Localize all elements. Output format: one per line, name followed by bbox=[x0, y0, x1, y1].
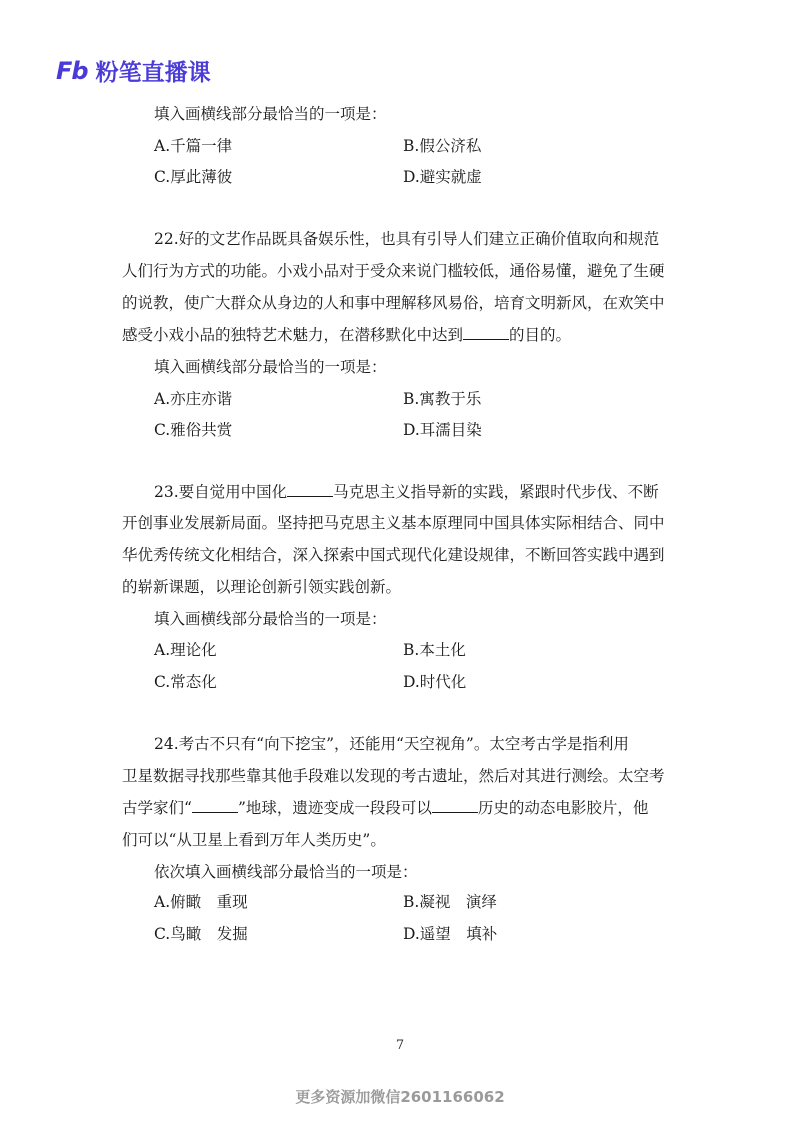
fill-blank bbox=[287, 482, 333, 497]
question-text-line bbox=[122, 325, 571, 345]
fill-blank bbox=[463, 325, 509, 340]
option-a: A.亦庄亦谐 bbox=[154, 390, 233, 408]
option-d: D.耳濡目染 bbox=[403, 421, 482, 439]
text-segment: ”地球，遗迹变成一段段可以 bbox=[237, 799, 432, 817]
option-a: A.俯瞰 重现 bbox=[154, 893, 248, 911]
question-text-line: 22.好的文艺作品既具备娱乐性，也具有引导人们建立正确价值取向和规范 bbox=[154, 230, 660, 248]
fill-blank bbox=[432, 798, 478, 813]
fb-logo-icon: Fb bbox=[56, 56, 88, 85]
text-segment: 马克思主义指导新的实践，紧跟时代步伐、不断 bbox=[333, 483, 659, 501]
question-prompt: 填入画横线部分最恰当的一项是： bbox=[154, 610, 387, 628]
text-segment: 古学家们“ bbox=[122, 799, 192, 817]
question-text-line: 卫星数据寻找那些靠其他手段难以发现的考古遗址，然后对其进行测绘。太空考 bbox=[122, 767, 665, 785]
option-c: C.常态化 bbox=[154, 673, 217, 691]
option-a: A.理论化 bbox=[154, 641, 217, 659]
option-d: D.时代化 bbox=[403, 673, 467, 691]
footer-watermark: 更多资源加微信2601166062 bbox=[295, 1088, 505, 1106]
option-a: A.千篇一律 bbox=[154, 137, 233, 155]
question-prompt: 填入画横线部分最恰当的一项是： bbox=[154, 105, 387, 123]
page-number: 7 bbox=[395, 1038, 405, 1053]
question-text-line: 人们行为方式的功能。小戏小品对于受众来说门槛较低，通俗易懂，避免了生硬 bbox=[122, 262, 665, 280]
question-text-line bbox=[154, 482, 659, 502]
option-c: C.雅俗共赏 bbox=[154, 421, 233, 439]
question-text-line: 的说教，使广大群众从身边的人和事中理解移风易俗，培育文明新风，在欢笑中 bbox=[122, 294, 665, 312]
text-segment: 感受小戏小品的独特艺术魅力，在潜移默化中达到 bbox=[122, 326, 464, 344]
brand-logo bbox=[56, 54, 211, 87]
option-d: D.遥望 填补 bbox=[403, 925, 498, 943]
option-c: C.厚此薄彼 bbox=[154, 168, 233, 186]
question-text-line: 们可以“从卫星上看到万年人类历史”。 bbox=[122, 831, 386, 849]
question-text-line: 24.考古不只有“向下挖宝”，还能用“天空视角”。太空考古学是指利用 bbox=[154, 735, 629, 753]
brand-name: 粉笔直播课 bbox=[95, 60, 211, 86]
text-segment: 历史的动态电影胶片，他 bbox=[477, 799, 649, 817]
option-d: D.避实就虚 bbox=[403, 168, 482, 186]
question-prompt: 依次填入画横线部分最恰当的一项是： bbox=[154, 863, 418, 881]
question-text-line: 华优秀传统文化相结合，深入探索中国式现代化建设规律，不断回答实践中遇到 bbox=[122, 546, 665, 564]
option-c: C.鸟瞰 发掘 bbox=[154, 925, 248, 943]
question-text-line bbox=[122, 798, 648, 818]
text-segment: 23.要自觉用中国化 bbox=[154, 483, 288, 501]
question-text-line: 的崭新课题，以理论创新引领实践创新。 bbox=[122, 578, 402, 596]
question-text-line: 开创事业发展新局面。坚持把马克思主义基本原理同中国具体实际相结合、同中 bbox=[122, 514, 665, 532]
option-b: B.凝视 演绎 bbox=[403, 893, 497, 911]
option-b: B.假公济私 bbox=[403, 137, 482, 155]
option-b: B.寓教于乐 bbox=[403, 390, 482, 408]
text-segment: 的目的。 bbox=[509, 326, 572, 344]
fill-blank bbox=[192, 798, 238, 813]
option-b: B.本土化 bbox=[403, 641, 466, 659]
question-prompt: 填入画横线部分最恰当的一项是： bbox=[154, 358, 387, 376]
